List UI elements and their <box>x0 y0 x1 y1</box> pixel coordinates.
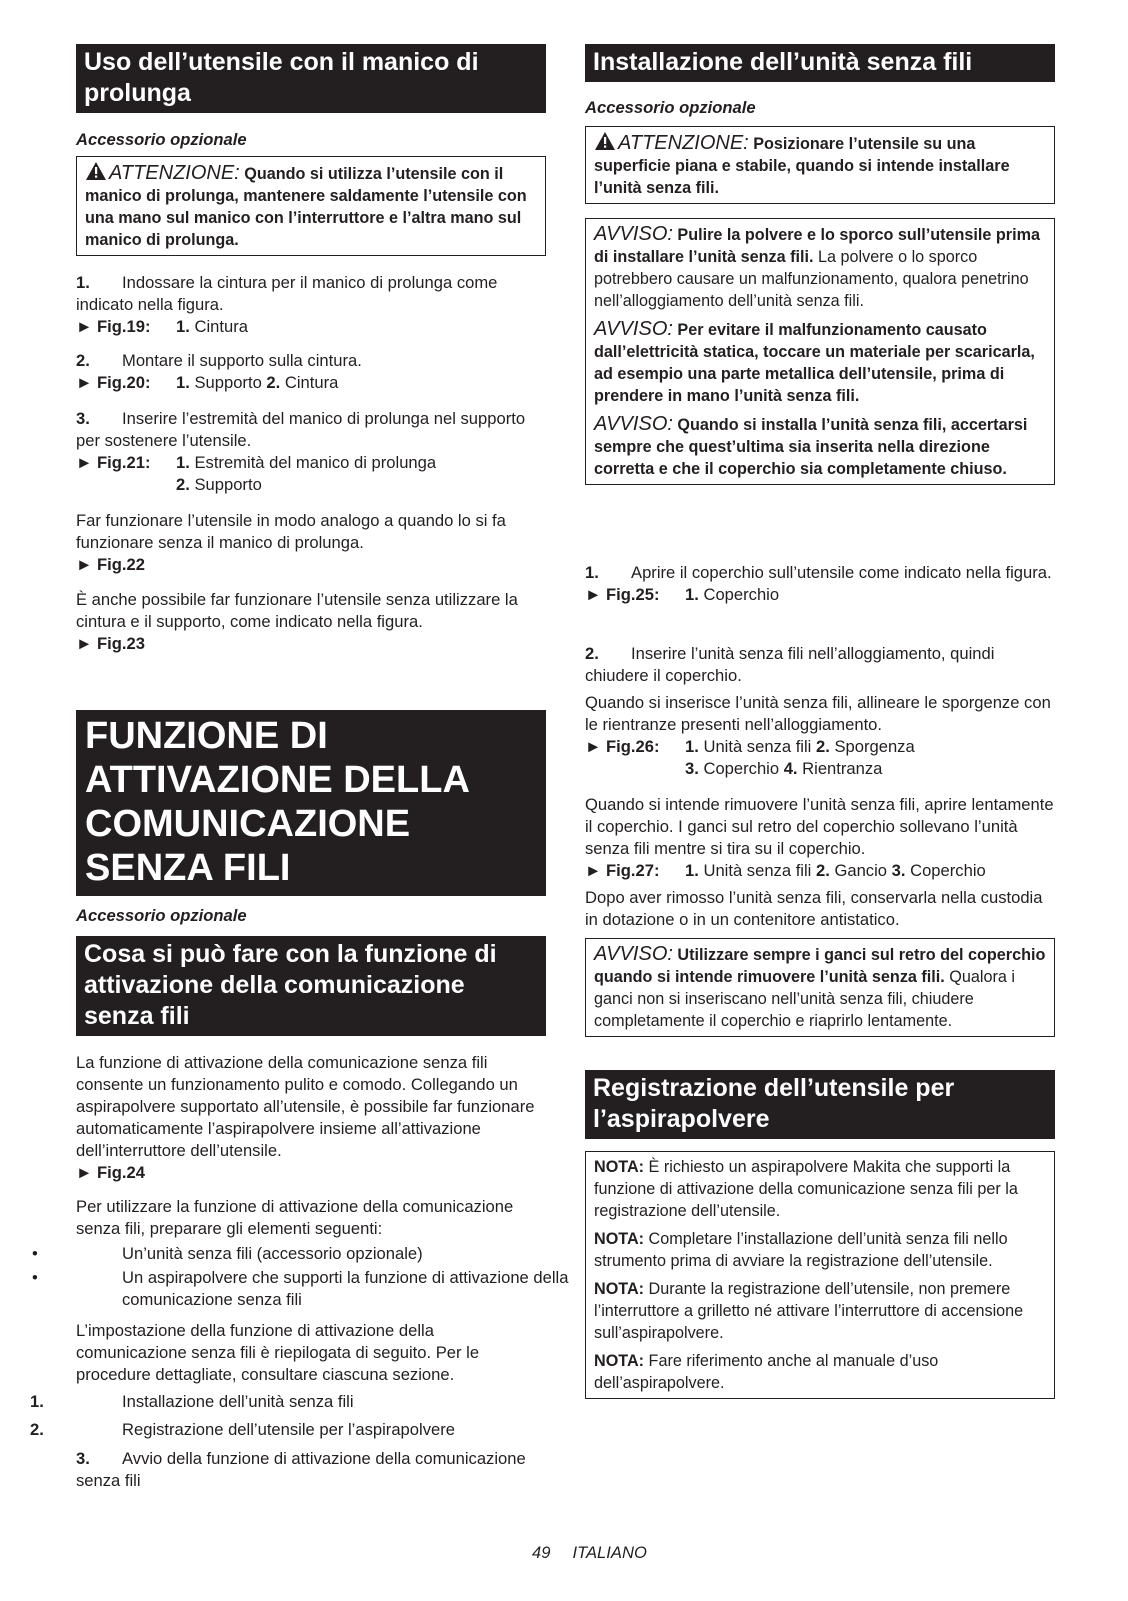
list-item: 1. Installazione dell’unità senza fili <box>30 1392 354 1411</box>
step-1: 1. Indossare la cintura per il manico di prolunga come indicato nella figura. ► Fig.19: 1. Cintura <box>76 273 498 336</box>
optional-accessory-label: Accessorio opzionale <box>76 906 247 925</box>
paragraph: L’impostazione della funzione di attivazione della comunicazione senza fili è riepilogata di seguito. Per le procedure dettagliate, consultare ciascuna sezione. <box>76 1321 480 1384</box>
notice: AVVISO: Pulire la polvere e lo sporco sull’utensile prima di installare l’unità senza fili. La polvere o lo sporco potrebbero causare un malfunzionamento, qualora penetrino nell’alloggiamento dell’unità senza fili. <box>594 223 1040 310</box>
section-heading: Registrazione dell’utensile per l’aspirapolvere <box>585 1070 1055 1139</box>
step-1: 1. Aprire il coperchio sull’utensile come indicato nella figura. ► Fig.25: 1. Coperchio <box>585 563 1052 604</box>
note-box <box>585 1151 1055 1399</box>
figure-ref: ► Fig.24 <box>76 1163 145 1182</box>
figure-ref: ► Fig.20: <box>76 373 151 392</box>
paragraph: Quando si inserisce l’unità senza fili, allineare le sporgenze con le rientranze presenti nell’alloggiamento. ► Fig.26: 1. Unità senza fili 2. Sporgenza 3. Coperchio 4. Rientranza <box>585 693 1051 778</box>
section-heading: Cosa si può fare con la funzione di attivazione della comunicazione senza fili <box>76 936 546 1036</box>
note: NOTA: Fare riferimento anche al manuale d’uso dell’aspirapolvere. <box>594 1352 939 1392</box>
paragraph: Per utilizzare la funzione di attivazione della comunicazione senza fili, preparare gli elementi seguenti: <box>76 1197 514 1238</box>
language-label: ITALIANO <box>572 1543 647 1562</box>
section-heading: Installazione dell’unità senza fili <box>585 44 1055 82</box>
notice: AVVISO: Utilizzare sempre i ganci sul retro del coperchio quando si intende rimuovere l’unità senza fili. Qualora i ganci non si inseriscano nell’unità senza fili, chiudere completamente il coperchio e riaprirlo lentamente. <box>594 943 1046 1030</box>
caution-text: Posizionare l’utensile su una superficie piana e stabile, quando si intende installare l’unità senza fili. <box>594 135 1010 197</box>
list-item: • Un aspirapolvere che supporti la funzione di attivazione della comunicazione senza fili <box>32 1268 569 1309</box>
caution-box <box>76 156 546 256</box>
list-item: 2. Registrazione dell’utensile per l’aspirapolvere <box>30 1420 455 1439</box>
paragraph: Quando si intende rimuovere l’unità senza fili, aprire lentamente il coperchio. I ganci sul retro del coperchio sollevano l’unità senza fili mentre si tira su il coperchio. ► Fig.27: 1. Unità senza fili 2. Gancio 3. Coperchio <box>585 795 1054 880</box>
warning-icon <box>594 131 616 151</box>
list-item: • Un’unità senza fili (accessorio opzionale) <box>32 1244 423 1263</box>
optional-accessory-label: Accessorio opzionale <box>585 98 756 117</box>
caution-keyword: ATTENZIONE: <box>109 162 240 184</box>
page-number: 49 <box>532 1543 551 1562</box>
caution-box <box>585 126 1055 204</box>
note: NOTA: È richiesto un aspirapolvere Makita che supporti la funzione di attivazione della comunicazione senza fili per la registrazione dell’utensile. <box>594 1158 1018 1220</box>
notice-box <box>585 938 1055 1037</box>
section-heading: Uso dell’utensile con il manico di prolunga <box>76 44 546 113</box>
paragraph: La funzione di attivazione della comunicazione senza fili consente un funzionamento pulito e comodo. Collegando un aspirapolvere supportato all’utensile, è possibile far funzionare automaticamente l’aspirapolvere insieme all’attivazione dell’interruttore dell’utensile. ► Fig.24 <box>76 1053 535 1182</box>
notice: AVVISO: Per evitare il malfunzionamento causato dall’elettricità statica, toccare un materiale per scaricarla, ad esempio una parte metallica dell’utensile, prima di prendere in mano l’unità senza fili. <box>594 318 1035 405</box>
notice-box <box>585 218 1055 485</box>
notice: AVVISO: Quando si installa l’unità senza fili, accertarsi sempre che quest’ultima sia inserita nella direzione corretta e che il coperchio sia completamente chiuso. <box>594 413 1028 478</box>
list-item: 3. Avvio della funzione di attivazione della comunicazione senza fili <box>76 1449 526 1490</box>
step-3: 3. Inserire l’estremità del manico di prolunga nel supporto per sostenere l’utensile. ► Fig.21: 1. Estremità del manico di prolunga 2. Supporto <box>76 409 526 494</box>
caution-text: Quando si utilizza l’utensile con il manico di prolunga, mantenere saldamente l’utensile con una mano sul manico con l’interruttore e l’altra mano sul manico di prolunga. <box>85 165 527 249</box>
step-2: 2. Montare il supporto sulla cintura. ► Fig.20: 1. Supporto 2. Cintura <box>76 351 362 392</box>
figure-ref: ► Fig.22 <box>76 555 145 574</box>
note: NOTA: Completare l’installazione dell’unità senza fili nello strumento prima di avviare la registrazione dell’utensile. <box>594 1230 1008 1270</box>
figure-ref: ► Fig.26: <box>585 737 660 756</box>
figure-ref: ► Fig.23 <box>76 634 145 653</box>
warning-icon <box>85 161 107 181</box>
figure-ref: ► Fig.25: <box>585 585 660 604</box>
chapter-title: FUNZIONE DI ATTIVAZIONE DELLA COMUNICAZIONE SENZA FILI <box>76 710 546 896</box>
figure-ref: ► Fig.27: <box>585 861 660 880</box>
paragraph: È anche possibile far funzionare l’utensile senza utilizzare la cintura e il supporto, come indicato nella figura. ► Fig.23 <box>76 590 518 653</box>
note: NOTA: Durante la registrazione dell’utensile, non premere l’interruttore a grilletto né attivare l’interruttore di accensione sull’aspirapolvere. <box>594 1280 1024 1342</box>
optional-accessory-label: Accessorio opzionale <box>76 130 247 149</box>
figure-ref: ► Fig.21: <box>76 453 151 472</box>
caution-keyword: ATTENZIONE: <box>618 132 749 154</box>
paragraph: Far funzionare l’utensile in modo analogo a quando lo si fa funzionare senza il manico di prolunga. ► Fig.22 <box>76 511 506 574</box>
paragraph: Dopo aver rimosso l’unità senza fili, conservarla nella custodia in dotazione o in un contenitore antistatico. <box>585 888 1043 929</box>
figure-ref: ► Fig.19: <box>76 317 151 336</box>
page-footer <box>532 1543 647 1563</box>
step-2: 2. Inserire l’unità senza fili nell’alloggiamento, quindi chiudere il coperchio. <box>585 644 995 685</box>
